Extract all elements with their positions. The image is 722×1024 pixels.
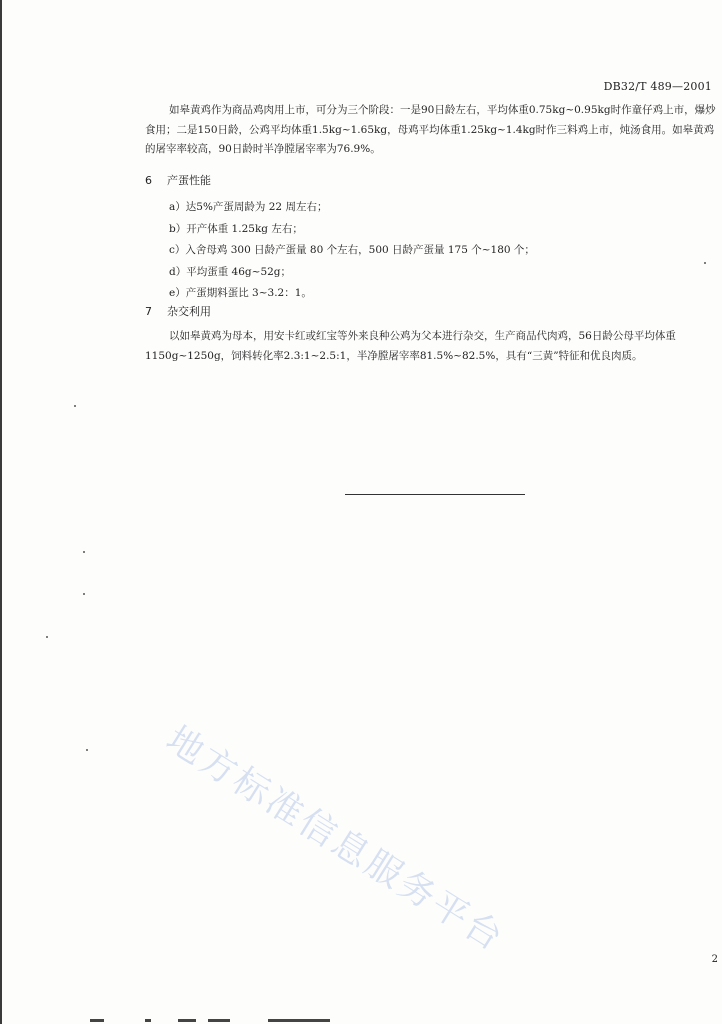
section-7-title: 杂交利用 [167, 305, 211, 318]
scan-speck [704, 262, 706, 264]
list-item: a）达5%产蛋周龄为 22 周左右； [169, 201, 328, 213]
scan-speck [46, 636, 48, 638]
section-6-title: 产蛋性能 [167, 174, 211, 187]
scan-speck [74, 405, 76, 407]
watermark: 地方标准信息服务平台 [159, 718, 512, 961]
egg-performance-list [169, 197, 535, 305]
scan-speck [83, 551, 85, 553]
scan-speck [86, 749, 88, 751]
scan-speck [83, 593, 85, 595]
page-number: 2 [711, 954, 718, 965]
intro-paragraph: 如皋黄鸡作为商品鸡肉用上市，可分为三个阶段：一是90日龄左右，平均体重0.75kg~0.95kg时作童仔鸡上市，爆炒食用；二是150日龄，公鸡平均体重1.5kg~1.65kg，母鸡平均体重1.25kg~1.4kg时作三料鸡上市，炖汤食用。如皋黄鸡的屠宰率较高，90日龄时半净膛屠宰率为76.9%。 [145, 104, 716, 155]
standard-code: DB32/T 489—2001 [603, 80, 712, 93]
section-7-number: 7 [145, 305, 152, 318]
list-item: d）平均蛋重 46g~52g； [169, 265, 292, 278]
section-6-heading [145, 172, 211, 188]
scan-bottom-marks [90, 1014, 350, 1024]
scan-left-edge [0, 0, 2, 1024]
section-7-heading [145, 303, 211, 319]
end-rule [345, 494, 525, 495]
list-item: c）入舍母鸡 300 日龄产蛋量 80 个左右，500 日龄产蛋量 175 个~180 个； [169, 244, 535, 256]
section-6-number: 6 [145, 174, 152, 187]
crossbreeding-paragraph: 以如皋黄鸡为母本，用安卡红或红宝等外来良种公鸡为父本进行杂交，生产商品代肉鸡，56日龄公母平均体重1150g~1250g，饲料转化率2.3:1~2.5:1，半净膛屠宰率81.5%~82.5%，具有“三黄”特征和优良肉质。 [145, 330, 676, 362]
list-item: e）产蛋期料蛋比 3~3.2：1。 [169, 287, 312, 299]
list-item: b）开产体重 1.25kg 左右； [169, 222, 303, 235]
